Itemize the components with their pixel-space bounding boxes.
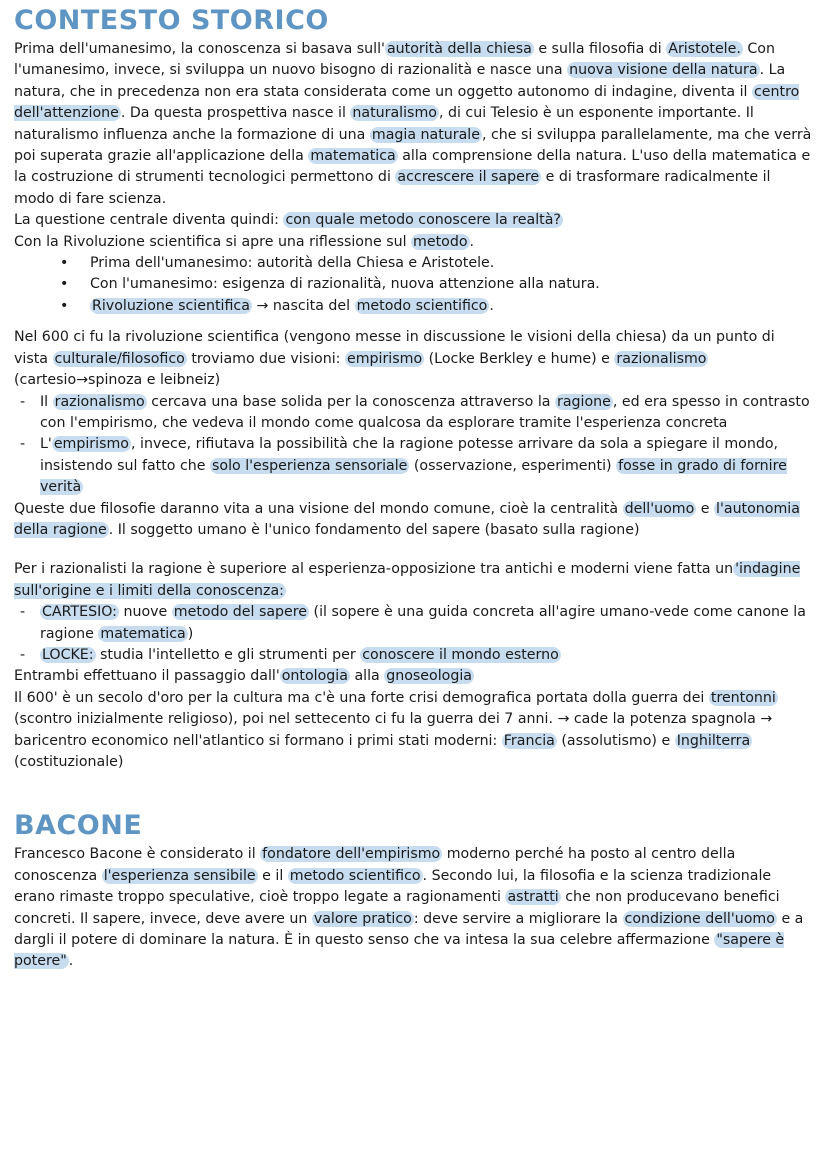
highlighted-text: Inghilterra bbox=[676, 732, 751, 749]
highlighted-text: autorità della chiesa bbox=[386, 41, 532, 57]
highlighted-text: matematica bbox=[310, 148, 396, 165]
highlighted-text: fosse in grado di fornire verità bbox=[40, 457, 787, 496]
highlighted-text: l'esperienza sensibile bbox=[103, 867, 256, 884]
highlighted-text: metodo del sapere bbox=[173, 604, 308, 621]
paragraph-crisi-demografica bbox=[14, 688, 812, 774]
text-segment: moderno perché ha posto al centro della conoscenza bbox=[14, 846, 736, 884]
highlighted-text: naturalismo bbox=[352, 105, 437, 122]
bullet-list-summary bbox=[14, 253, 812, 317]
highlighted-text: "sapere è potere" bbox=[14, 932, 785, 970]
text-segment: (cartesio→spinoza e leibneiz) bbox=[14, 372, 221, 389]
text-segment: Con l'umanesimo, invece, si sviluppa un nuovo bisogno di razionalità e nasce una bbox=[14, 41, 775, 79]
text-segment: Prima dell'umanesimo: autorità della Chiesa e Aristotele. bbox=[90, 255, 495, 272]
text-segment: alla comprensione della natura. L'uso della matematica e la costruzione di strumenti tecnologici permettono di bbox=[14, 148, 811, 186]
text-segment: → nascita del bbox=[251, 297, 355, 314]
highlighted-text: matematica bbox=[100, 625, 186, 642]
highlighted-text: Aristotele. bbox=[668, 41, 741, 57]
highlighted-text: accrescere il sapere bbox=[397, 169, 540, 186]
text-segment: Prima dell'umanesimo, la conoscenza si basava sull' bbox=[14, 41, 385, 57]
text-segment: , invece, rifiutava la possibilità che la ragione potesse arrivare da sola a spiegare il mondo, insistendo sul fatto che bbox=[40, 436, 779, 474]
highlighted-text: fondatore dell'empirismo bbox=[262, 846, 441, 863]
text-segment: , di cui Telesio è un esponente importante. Il naturalismo influenza anche la formazione di una bbox=[14, 105, 754, 143]
paragraph-umanesimo bbox=[14, 39, 812, 210]
text-segment: e di trasformare radicalmente il modo di fare scienza. bbox=[14, 169, 771, 207]
highlighted-text: trentonni bbox=[710, 689, 776, 706]
text-segment: e a dargli il potere di dominare la natura. È in questo senso che va intesa la sua celebre affermazione bbox=[14, 910, 804, 949]
highlighted-text: metodo bbox=[413, 233, 468, 250]
highlighted-text: razionalismo bbox=[54, 393, 145, 410]
highlighted-text: solo l'esperienza sensoriale bbox=[212, 457, 408, 474]
text-segment: cercava una base solida per la conoscenza attraverso la bbox=[146, 393, 556, 410]
dash-list-cartesio-locke bbox=[14, 602, 812, 666]
highlighted-text: empirismo bbox=[53, 436, 129, 453]
text-segment: Con la Rivoluzione scientifica si apre una riflessione sul bbox=[14, 233, 412, 250]
highlighted-text: con quale metodo conoscere la realtà? bbox=[285, 212, 561, 229]
text-segment: ) bbox=[187, 625, 194, 642]
highlighted-text: gnoseologia bbox=[386, 668, 472, 685]
highlighted-text: centro dell'attenzione bbox=[14, 83, 800, 122]
highlighted-text: magia naturale bbox=[371, 126, 480, 143]
text-segment: e sulla filosofia di bbox=[533, 41, 667, 57]
highlighted-text: astratti bbox=[507, 889, 559, 906]
text-segment: (osservazione, esperimenti) bbox=[409, 457, 617, 474]
highlighted-text: ragione bbox=[557, 393, 611, 410]
text-segment: , ed era spesso in contrasto con l'empirismo, che vedeva il mondo come qualcosa da esplorare tramite l'esperienza concreta bbox=[40, 393, 810, 431]
text-segment: . bbox=[68, 953, 74, 970]
highlighted-text: valore pratico bbox=[313, 910, 412, 927]
highlighted-text: conoscere il mondo esterno bbox=[362, 646, 559, 663]
paragraph-rivoluzione-metodo bbox=[14, 232, 812, 253]
text-segment: . Il soggetto umano è l'unico fondamento del sapere (basato sulla ragione) bbox=[108, 521, 640, 538]
text-segment: e il bbox=[257, 867, 288, 884]
text-segment: Nel 600 ci fu la rivoluzione scientifica (vengono messe in discussione le visioni della chiesa) da un punto di vista bbox=[14, 329, 775, 367]
highlighted-text: 'indagine sull'origine e i limiti della conoscenza: bbox=[14, 561, 801, 599]
dash-list-razionalismo-empirismo bbox=[14, 392, 812, 499]
text-segment: Il 600' è un secolo d'oro per la cultura ma c'è una forte crisi demografica portata dolla guerra dei bbox=[14, 689, 709, 706]
text-segment: Con l'umanesimo: esigenza di razionalità, nuova attenzione alla natura. bbox=[90, 276, 600, 293]
text-segment: (costituzionale) bbox=[14, 754, 124, 770]
text-segment: . bbox=[469, 233, 475, 250]
highlighted-text: LOCKE: bbox=[42, 646, 94, 663]
text-segment: L' bbox=[40, 436, 52, 453]
text-segment: Queste due filosofie daranno vita a una visione del mondo comune, cioè la centralità bbox=[14, 500, 623, 517]
paragraph-questione-centrale bbox=[14, 210, 812, 231]
text-segment: . Secondo lui, la filosofia e la scienza tradizionale erano rimaste troppo speculative, cioè troppo legate a ragionamenti bbox=[14, 867, 772, 906]
text-segment: (il sopere è una guida concreta all'agire umano-vede come canone la ragione bbox=[40, 604, 806, 642]
paragraph-ontologia bbox=[14, 666, 812, 687]
section-title-bacone: BACONE bbox=[14, 810, 143, 842]
highlighted-text: culturale/filosofico bbox=[54, 350, 185, 367]
text-segment: . La natura, che in precedenza non era stata considerata come un oggetto autonomo di indagine, diventa il bbox=[14, 62, 786, 100]
text-segment: Per i razionalisti la ragione è superiore al esperienza-opposizione tra antichi e moderni viene fatta un bbox=[14, 561, 734, 578]
text-segment: , che si sviluppa parallelamente, ma che verrà poi superata grazie all'applicazione della bbox=[14, 126, 812, 165]
highlighted-text: metodo scientifico bbox=[289, 867, 421, 884]
text-segment: che non producevano benefici concreti. Il sapere, invece, deve avere un bbox=[14, 889, 780, 927]
text-segment: Francesco Bacone è considerato il bbox=[14, 846, 261, 863]
highlighted-text: dell'uomo bbox=[624, 500, 695, 517]
text-segment: alla bbox=[349, 668, 385, 685]
highlighted-text: empirismo bbox=[346, 350, 423, 367]
text-segment: La questione centrale diventa quindi: bbox=[14, 212, 284, 229]
text-segment: Entrambi effettuano il passaggio dall' bbox=[14, 668, 280, 685]
text-segment: (Locke Berkley e hume) e bbox=[424, 350, 615, 367]
list-item bbox=[60, 253, 812, 274]
text-segment: (scontro inizialmente religioso), poi nel settecento ci fu la guerra dei 7 anni. → cade la potenza spagnola → baricentro economico nell'atlantico si formano i primi stati moderni: bbox=[14, 711, 773, 749]
text-segment: (assolutismo) e bbox=[556, 732, 675, 749]
text-segment: . Da questa prospettiva nasce il bbox=[120, 105, 351, 122]
text-segment: : deve servire a migliorare la bbox=[413, 910, 623, 927]
list-item bbox=[20, 602, 812, 645]
paragraph-seicento bbox=[14, 327, 812, 391]
text-segment: nuove bbox=[118, 604, 172, 621]
highlighted-text: l'autonomia della ragione bbox=[14, 500, 800, 538]
list-item bbox=[60, 296, 812, 317]
highlighted-text: condizione dell'uomo bbox=[624, 910, 775, 927]
paragraph-visione-comune bbox=[14, 499, 812, 542]
list-item bbox=[20, 392, 812, 435]
highlighted-text: nuova visione della natura bbox=[569, 62, 758, 79]
list-item bbox=[60, 274, 812, 295]
highlighted-text: Francia bbox=[503, 732, 555, 749]
highlighted-text: razionalismo bbox=[616, 350, 707, 367]
highlighted-text: metodo scientifico bbox=[356, 297, 488, 314]
text-segment: e bbox=[696, 500, 715, 517]
section-title-contesto-storico: CONTESTO STORICO bbox=[14, 5, 329, 36]
highlighted-text: Rivoluzione scientifica bbox=[92, 297, 250, 314]
list-item bbox=[20, 645, 812, 666]
paragraph-bacone bbox=[14, 844, 812, 972]
text-segment: Il bbox=[40, 393, 53, 410]
text-segment: . bbox=[489, 297, 494, 314]
list-item bbox=[20, 434, 812, 498]
highlighted-text: ontologia bbox=[281, 668, 348, 685]
text-segment: studia l'intelletto e gli strumenti per bbox=[95, 646, 361, 663]
paragraph-razionalisti bbox=[14, 559, 812, 602]
text-segment: troviamo due visioni: bbox=[186, 350, 345, 367]
highlighted-text: CARTESIO: bbox=[42, 604, 117, 621]
